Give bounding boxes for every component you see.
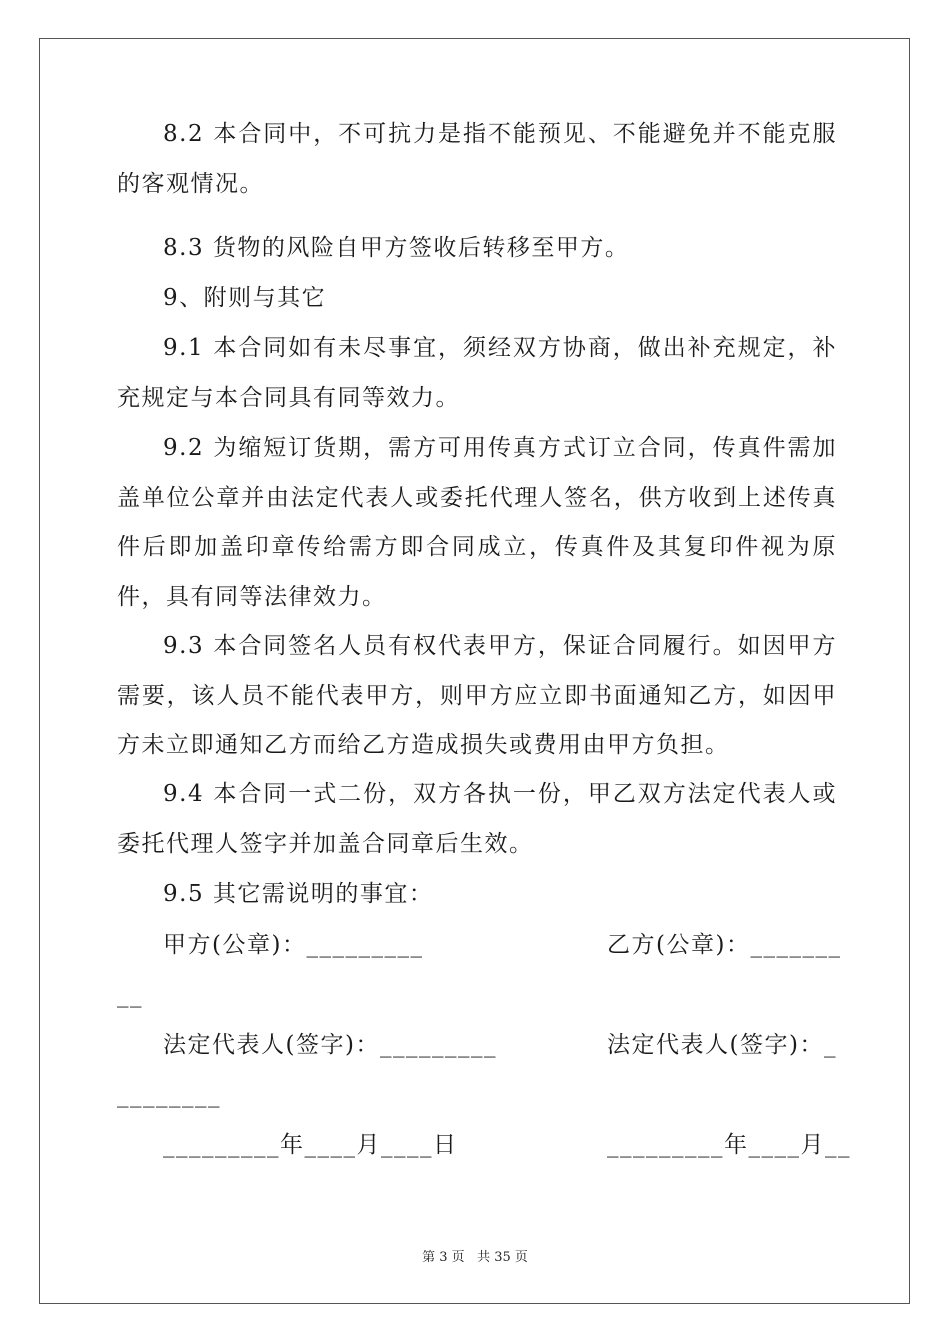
page-number: 第 3 页	[422, 1250, 465, 1265]
page-total: 共 35 页	[477, 1250, 528, 1265]
party-a-rep-line: 法定代表人(签字)：_________	[163, 1032, 497, 1058]
paragraph-8-2: 8.2 本合同中，不可抗力是指不能预见、不能避免并不能克服的客观情况。	[117, 121, 837, 197]
party-b-rep-line: 法定代表人(签字)：_	[607, 1032, 837, 1058]
party-a-date-line: _________年____月____日	[163, 1132, 458, 1158]
paragraph-9-2: 9.2 为缩短订货期，需方可用传真方式订立合同，传真件需加盖单位公章并由法定代表人或委托代理人签名，供方收到上述传真件后即加盖印章传给需方即合同成立，传真件及其复印件视为原件，具有同等法律效力。	[117, 435, 837, 610]
paragraph-9-3: 9.3 本合同签名人员有权代表甲方，保证合同履行。如因甲方需要，该人员不能代表甲方，则甲方应立即书面通知乙方，如因甲方未立即通知乙方而给乙方造成损失或费用由甲方负担。	[117, 633, 837, 759]
party-b-date-line: _________年____月__	[607, 1132, 851, 1158]
page-footer	[0, 1246, 950, 1265]
paragraph-8-3: 8.3 货物的风险自甲方签收后转移至甲方。	[163, 235, 630, 261]
section-heading-9: 9、附则与其它	[163, 285, 327, 311]
party-b-seal-line: 乙方(公章)：_______	[607, 932, 842, 958]
party-b-rep-wrap: ________	[117, 1082, 221, 1108]
paragraph-9-1: 9.1 本合同如有未尽事宜，须经双方协商，做出补充规定，补充规定与本合同具有同等效力。	[117, 335, 837, 411]
paragraph-9-5: 9.5 其它需说明的事宜：	[163, 881, 434, 907]
party-a-seal-line: 甲方(公章)：_________	[163, 932, 424, 958]
party-b-seal-wrap: __	[117, 982, 143, 1008]
paragraph-9-4: 9.4 本合同一式二份，双方各执一份，甲乙双方法定代表人或委托代理人签字并加盖合同章后生效。	[117, 781, 837, 857]
